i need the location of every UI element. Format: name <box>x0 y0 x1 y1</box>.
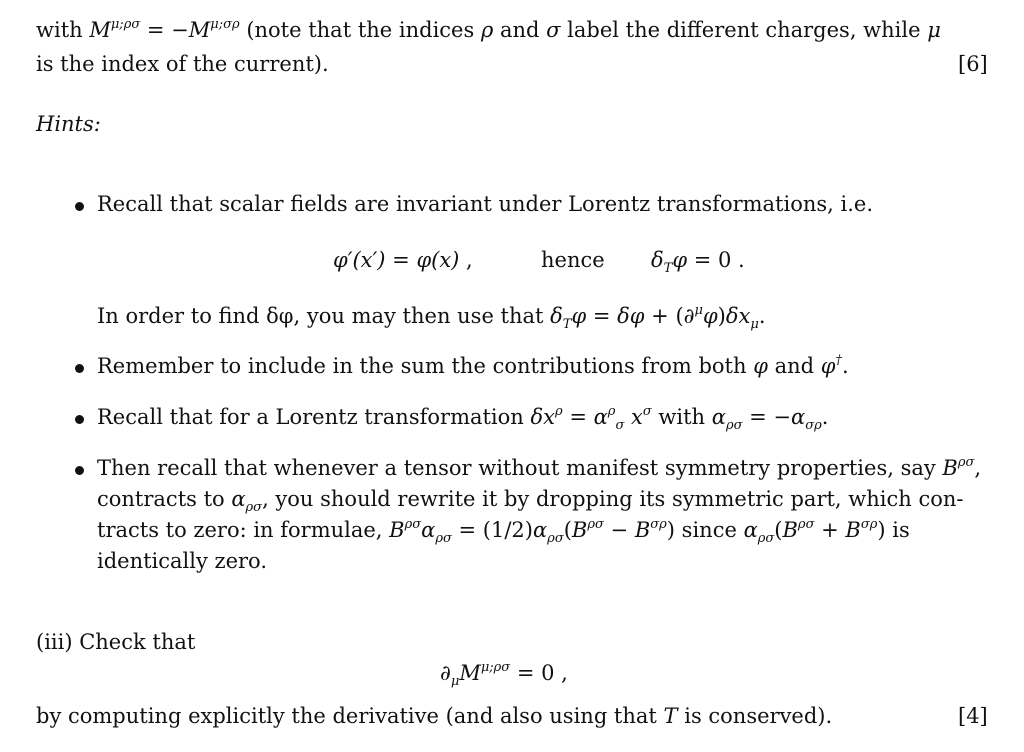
bullet4-line1: Then recall that whenever a tensor without manifest symmetry properties, say $B^{\rho\sigma}$, <box>97 455 982 480</box>
bullet-dot-1 <box>75 202 84 211</box>
bullet3-text: Recall that for a Lorentz transformation $\delta x^\rho = \alpha^\rho_\sigma$ $x^\sigma$ with $\alpha_{\rho\sigma} = -\alpha_{\sigma\rho}$. <box>97 404 829 433</box>
bullet4-line4: identically zero. <box>97 549 267 573</box>
equation-phi-invariance: φ′(x′) = φ(x) , <box>333 248 473 272</box>
equation-hence: hence <box>541 248 605 272</box>
bullet1-text: Recall that scalar fields are invariant under Lorentz transformations, i.e. <box>97 192 874 216</box>
part-iii-last-line: by computing explicitly the derivative (and also using that T is conserved). <box>36 704 833 728</box>
part-iii-label: (iii) Check that <box>36 630 196 654</box>
marks-6: [6] <box>958 52 988 76</box>
hints-heading: Hints: <box>36 112 101 136</box>
intro-line-1: with $M^{\mu;\rho\sigma} = -M^{\mu;\sigma\rho}$ (note that the indices ρ and σ label the different charges, while μ <box>36 17 941 42</box>
bullet4-line2: contracts to $\alpha_{\rho\sigma}$, you should rewrite it by dropping its symmetric part, which con- <box>97 487 964 515</box>
equation-delta-T-phi: $\delta_T\varphi = 0$ . <box>651 248 745 276</box>
math-M-mu-sigma-rho: $M^{\mu;\sigma\rho}$ <box>188 17 240 42</box>
bullet1-after-text: In order to find δφ, you may then use that $\delta_T\varphi = \delta\varphi + (\partial^\mu\varphi)\delta x_\mu$. <box>97 303 766 332</box>
bullet-dot-4 <box>75 466 84 475</box>
bullet4-line3: tracts to zero: in formulae, $B^{\rho\sigma}\alpha_{\rho\sigma} = (1/2)\alpha_{\rho\sigma}(B^{\rho\sigma} - B^{\sigma\rho})$ since $\alpha_{\rho\sigma}(B^{\rho\sigma} + B^{\sigma\rho})$ is <box>97 517 910 546</box>
bullet-dot-2 <box>75 364 84 373</box>
bullet2-text: Remember to include in the sum the contributions from both φ and φ†. <box>97 353 849 378</box>
math-M-mu-rho-sigma: $M^{\mu;\rho\sigma}$ <box>89 17 141 42</box>
equation-conservation: $\partial_\mu M^{\mu;\rho\sigma} = 0$ , <box>440 660 568 689</box>
intro-line-2: is the index of the current). <box>36 52 329 76</box>
bullet-dot-3 <box>75 415 84 424</box>
marks-4: [4] <box>958 704 988 728</box>
